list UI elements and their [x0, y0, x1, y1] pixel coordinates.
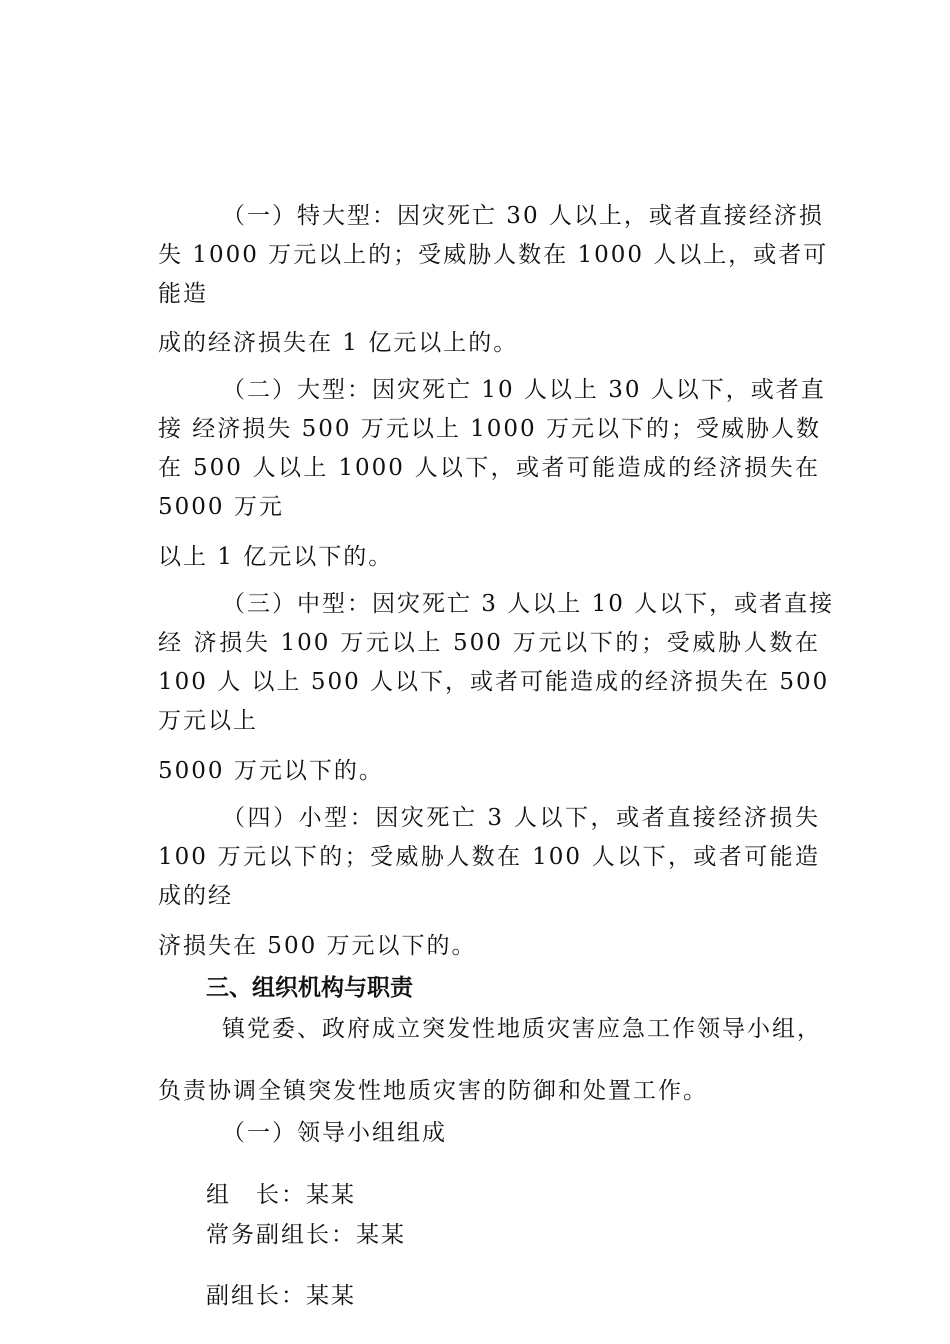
para1-line4: 成的经济损失在 1 亿元以上的。: [158, 330, 519, 356]
para2-line4: 5000 万元: [158, 494, 284, 520]
member-deputy: 副组长：某某: [206, 1283, 356, 1309]
para3-line5: 5000 万元以下的。: [158, 758, 384, 784]
member-exec-deputy: 常务副组长：某某: [206, 1222, 406, 1248]
para2-line5: 以上 1 亿元以下的。: [158, 544, 394, 570]
para1-line3: 能造: [158, 281, 208, 307]
para3-line1: （三）中型：因灾死亡 3 人以上 10 人以下，或者直接: [222, 591, 835, 617]
para2-line1: （二）大型：因灾死亡 10 人以上 30 人以下，或者直: [222, 377, 826, 403]
para1-line1: （一）特大型：因灾死亡 30 人以上，或者直接经济损: [222, 203, 824, 229]
member-leader: 组 长：某某: [206, 1182, 356, 1208]
section-heading: 三、组织机构与职责: [206, 975, 413, 1001]
para3-line3: 100 人 以上 500 人以下，或者可能造成的经济损失在 500: [158, 669, 830, 695]
para2-line3: 在 500 人以上 1000 人以下，或者可能造成的经济损失在: [158, 455, 820, 481]
para3-line4: 万元以上: [158, 708, 258, 734]
para4-line2: 100 万元以下的；受威胁人数在 100 人以下，或者可能造: [158, 844, 820, 870]
section-intro-line1: 镇党委、政府成立突发性地质灾害应急工作领导小组，: [222, 1016, 822, 1042]
section-intro-line2: 负责协调全镇突发性地质灾害的防御和处置工作。: [158, 1078, 708, 1104]
para4-line3: 成的经: [158, 883, 233, 909]
sub-heading: （一）领导小组组成: [222, 1120, 447, 1146]
para4-line1: （四）小型：因灾死亡 3 人以下，或者直接经济损失: [222, 805, 820, 831]
para4-line4: 济损失在 500 万元以下的。: [158, 933, 477, 959]
para2-line2: 接 经济损失 500 万元以上 1000 万元以下的；受威胁人数: [158, 416, 821, 442]
para3-line2: 经 济损失 100 万元以上 500 万元以下的；受威胁人数在: [158, 630, 820, 656]
para1-line2: 失 1000 万元以上的；受威胁人数在 1000 人以上，或者可: [158, 242, 829, 268]
